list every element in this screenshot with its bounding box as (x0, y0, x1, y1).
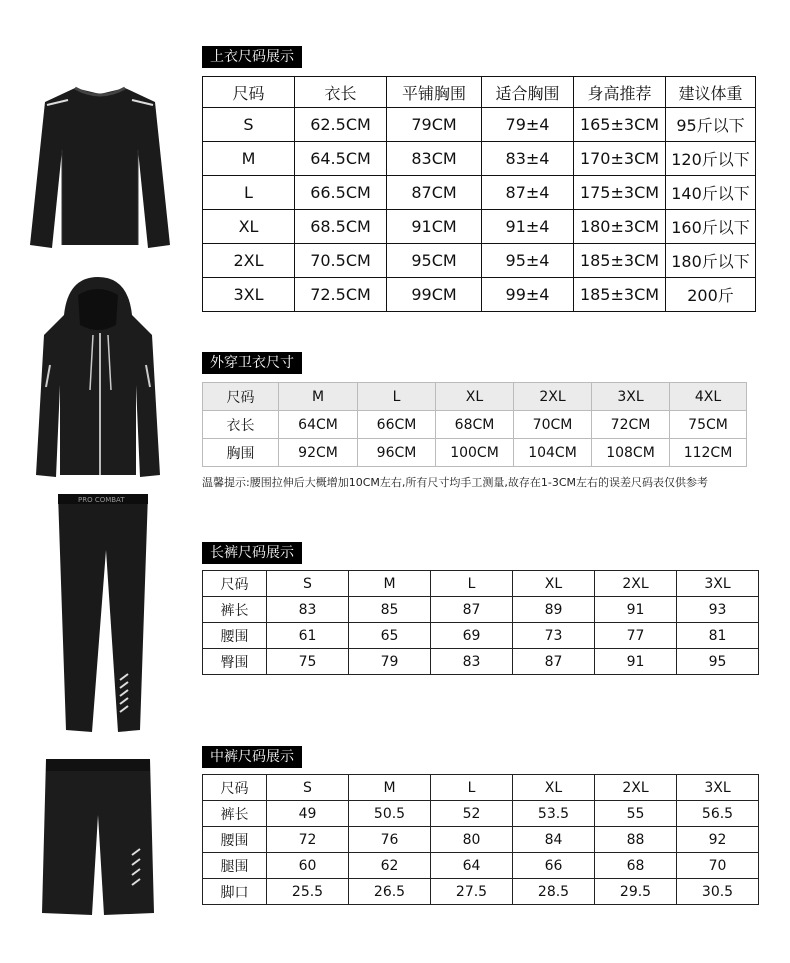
table-cell: 73 (513, 623, 595, 649)
table-cell: 60 (267, 853, 349, 879)
table-cell: 68 (595, 853, 677, 879)
table-cell: 65 (349, 623, 431, 649)
table-header-cell: M (349, 775, 431, 801)
table-row (203, 439, 747, 467)
table-header-row (203, 77, 756, 108)
table-cell: S (203, 108, 295, 142)
table-cell: 93 (677, 597, 759, 623)
table-header-row (203, 383, 747, 411)
hoodie-image (28, 275, 168, 485)
table-cell: 88 (595, 827, 677, 853)
table-cell: 79CM (387, 108, 482, 142)
table-cell: 80 (431, 827, 513, 853)
table-cell: 52 (431, 801, 513, 827)
table-header-cell: 2XL (595, 571, 677, 597)
table-header-row (203, 775, 759, 801)
table-cell: 170±3CM (574, 142, 666, 176)
table-cell: 175±3CM (574, 176, 666, 210)
table-header-cell: 尺码 (203, 77, 295, 108)
table-header-cell: 平铺胸围 (387, 77, 482, 108)
table-header-cell: 衣长 (295, 77, 387, 108)
table-cell: 83 (431, 649, 513, 675)
table-cell: 53.5 (513, 801, 595, 827)
table-row (203, 176, 756, 210)
table-header-cell: 尺码 (203, 571, 267, 597)
table-cell: 裤长 (203, 801, 267, 827)
table-cell: 64 (431, 853, 513, 879)
table-row (203, 278, 756, 312)
table-row (203, 597, 759, 623)
table-header-cell: 2XL (595, 775, 677, 801)
table-cell: 70.5CM (295, 244, 387, 278)
table-row (203, 827, 759, 853)
table-header-cell: 4XL (670, 383, 747, 411)
table-header-cell: XL (436, 383, 514, 411)
table-cell: 83 (267, 597, 349, 623)
table-cell: 77 (595, 623, 677, 649)
table-cell: 脚口 (203, 879, 267, 905)
shorts-section-title: 中裤尺码展示 (202, 746, 302, 768)
table-cell: 91 (595, 649, 677, 675)
table-cell: 68CM (436, 411, 514, 439)
table-cell: 30.5 (677, 879, 759, 905)
table-cell: 64.5CM (295, 142, 387, 176)
table-cell: 70CM (514, 411, 592, 439)
table-cell: 75 (267, 649, 349, 675)
table-cell: 96CM (358, 439, 436, 467)
table-cell: XL (203, 210, 295, 244)
table-header-cell: L (431, 775, 513, 801)
table-cell: 91CM (387, 210, 482, 244)
table-header-cell: XL (513, 571, 595, 597)
table-cell: 87±4 (482, 176, 574, 210)
table-cell: 3XL (203, 278, 295, 312)
table-cell: 83±4 (482, 142, 574, 176)
table-row (203, 108, 756, 142)
table-header-cell: 3XL (677, 571, 759, 597)
table-row (203, 623, 759, 649)
table-cell: 76 (349, 827, 431, 853)
table-header-cell: 3XL (677, 775, 759, 801)
table-cell: 140斤以下 (666, 176, 756, 210)
table-cell: 92CM (279, 439, 358, 467)
table-cell: 72.5CM (295, 278, 387, 312)
table-cell: 185±3CM (574, 278, 666, 312)
table-cell: 185±3CM (574, 244, 666, 278)
table-cell: 160斤以下 (666, 210, 756, 244)
table-cell: 79±4 (482, 108, 574, 142)
table-cell: 99±4 (482, 278, 574, 312)
table-cell: 25.5 (267, 879, 349, 905)
table-header-cell: 3XL (592, 383, 670, 411)
table-cell: 66 (513, 853, 595, 879)
table-cell: 腰围 (203, 827, 267, 853)
table-cell: 100CM (436, 439, 514, 467)
table-cell: 95CM (387, 244, 482, 278)
table-cell: 99CM (387, 278, 482, 312)
table-header-cell: L (431, 571, 513, 597)
hoodie-section-title: 外穿卫衣尺寸 (202, 352, 302, 374)
table-cell: 112CM (670, 439, 747, 467)
table-cell: 27.5 (431, 879, 513, 905)
table-row (203, 853, 759, 879)
shorts-image (38, 755, 158, 920)
table-cell: 69 (431, 623, 513, 649)
long-sleeve-shirt-image (20, 80, 180, 255)
table-header-cell: 2XL (514, 383, 592, 411)
table-row (203, 142, 756, 176)
table-cell: 28.5 (513, 879, 595, 905)
table-cell: 180±3CM (574, 210, 666, 244)
table-cell: 62 (349, 853, 431, 879)
table-cell: 衣长 (203, 411, 279, 439)
table-cell: 120斤以下 (666, 142, 756, 176)
table-row (203, 801, 759, 827)
table-header-cell: M (349, 571, 431, 597)
table-cell: 89 (513, 597, 595, 623)
table-cell: 2XL (203, 244, 295, 278)
table-cell: 62.5CM (295, 108, 387, 142)
table-cell: 87 (431, 597, 513, 623)
table-header-cell: 建议体重 (666, 77, 756, 108)
long-pants-image (48, 490, 158, 735)
table-cell: 83CM (387, 142, 482, 176)
table-row (203, 411, 747, 439)
table-cell: 91 (595, 597, 677, 623)
hoodie-size-table (202, 382, 747, 467)
table-cell: 70 (677, 853, 759, 879)
table-cell: 66.5CM (295, 176, 387, 210)
table-header-cell: 适合胸围 (482, 77, 574, 108)
table-header-row (203, 571, 759, 597)
table-cell: 95±4 (482, 244, 574, 278)
table-cell: L (203, 176, 295, 210)
table-cell: 61 (267, 623, 349, 649)
pants-waistband-text: PRO COMBAT (78, 496, 125, 504)
table-cell: 64CM (279, 411, 358, 439)
table-cell: 腰围 (203, 623, 267, 649)
table-cell: 26.5 (349, 879, 431, 905)
table-cell: 腿围 (203, 853, 267, 879)
shorts-size-table (202, 774, 759, 905)
pants-size-table (202, 570, 759, 675)
table-header-cell: S (267, 571, 349, 597)
table-cell: 180斤以下 (666, 244, 756, 278)
table-cell: 92 (677, 827, 759, 853)
table-cell: 108CM (592, 439, 670, 467)
table-cell: 104CM (514, 439, 592, 467)
table-cell: 臀围 (203, 649, 267, 675)
table-cell: 87CM (387, 176, 482, 210)
shirt-section-title: 上衣尺码展示 (202, 46, 302, 68)
table-cell: 87 (513, 649, 595, 675)
table-row (203, 879, 759, 905)
shirt-size-table (202, 76, 756, 312)
table-cell: 72 (267, 827, 349, 853)
hoodie-size-note: 温馨提示:腰围拉伸后大概增加10CM左右,所有尺寸均手工测量,故存在1-3CM左右的误差尺码表仅供参考 (202, 476, 709, 489)
table-cell: 49 (267, 801, 349, 827)
table-header-cell: 尺码 (203, 775, 267, 801)
table-cell: 56.5 (677, 801, 759, 827)
table-cell: 79 (349, 649, 431, 675)
table-header-cell: 身高推荐 (574, 77, 666, 108)
table-cell: M (203, 142, 295, 176)
table-row (203, 649, 759, 675)
table-row (203, 210, 756, 244)
table-header-cell: XL (513, 775, 595, 801)
table-header-cell: 尺码 (203, 383, 279, 411)
table-row (203, 244, 756, 278)
table-cell: 50.5 (349, 801, 431, 827)
table-cell: 165±3CM (574, 108, 666, 142)
table-cell: 75CM (670, 411, 747, 439)
table-cell: 72CM (592, 411, 670, 439)
table-header-cell: L (358, 383, 436, 411)
table-cell: 裤长 (203, 597, 267, 623)
pants-section-title: 长裤尺码展示 (202, 542, 302, 564)
table-cell: 95 (677, 649, 759, 675)
table-cell: 胸围 (203, 439, 279, 467)
table-cell: 95斤以下 (666, 108, 756, 142)
table-cell: 200斤 (666, 278, 756, 312)
table-cell: 55 (595, 801, 677, 827)
table-cell: 84 (513, 827, 595, 853)
table-cell: 91±4 (482, 210, 574, 244)
table-header-cell: S (267, 775, 349, 801)
table-cell: 85 (349, 597, 431, 623)
table-cell: 66CM (358, 411, 436, 439)
table-header-cell: M (279, 383, 358, 411)
table-cell: 29.5 (595, 879, 677, 905)
table-cell: 81 (677, 623, 759, 649)
table-cell: 68.5CM (295, 210, 387, 244)
